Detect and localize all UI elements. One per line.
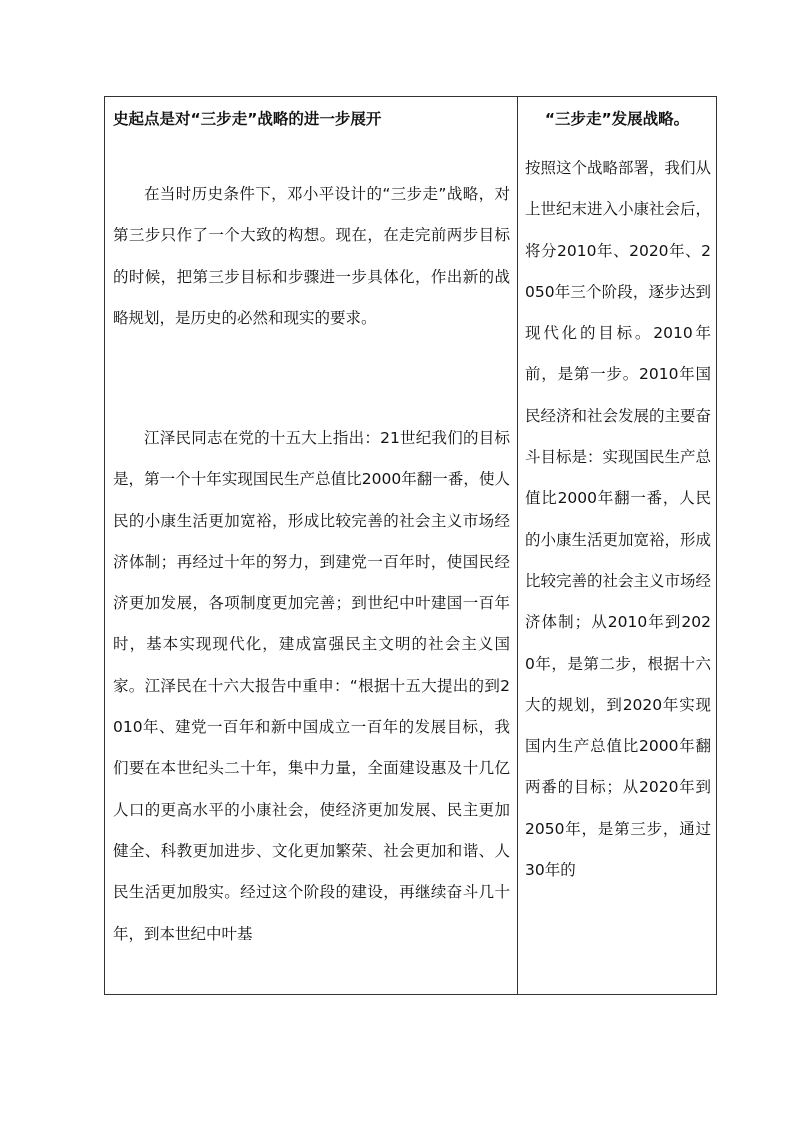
left-heading: 史起点是对“三步走”战略的进一步展开 bbox=[113, 110, 382, 128]
right-column bbox=[518, 97, 716, 994]
left-column bbox=[105, 97, 517, 994]
right-heading: “三步走”发展战略。 bbox=[544, 110, 690, 128]
paragraph-fifteenth-congress: 江泽民同志在党的十五大上指出：21世纪我们的目标是，第一个十年实现国民生产总值比2000年翻一番，使人民的小康生活更加宽裕，形成比较完善的社会主义市场经济体制；再经过十年的努力，到建党一百年时，使国民经济更加发展，各项制度更加完善；到世纪中叶建国一百年时，基本实现现代化，建成富强民主文明的社会主义国家。江泽民在十六大报告中重申：“根据十五大提出的到2010年、建党一百年和新中国成立一百年的发展目标，我们要在本世纪头二十年，集中力量，全面建设惠及十几亿人口的更高水平的小康社会，使经济更加发展、民主更加健全、科教更加进步、文化更加繁荣、社会更加和谐、人民生活更加殷实。经过这个阶段的建设，再继续奋斗几十年，到本世纪中叶基 bbox=[113, 429, 510, 943]
right-body-text: 按照这个战略部署，我们从上世纪末进入小康社会后，将分2010年、2020年、2050年三个阶段，逐步达到现代化的目标。2010年前，是第一步。2010年国民经济和社会发展的主要奋斗目标是：实现国民生产总值比2000年翻一番，人民的小康生活更加宽裕，形成比较完善的社会主义市场经济体制；从2010年到2020年，是第二步，根据十六大的规划，到2020年实现国内生产总值比2000年翻两番的目标；从2020年到2050年，是第三步，通过30年的 bbox=[525, 159, 712, 880]
content-table bbox=[104, 96, 717, 995]
paragraph-historical-conditions: 在当时历史条件下，邓小平设计的“三步走”战略，对第三步只作了一个大致的构想。现在，在走完前两步目标的时候，把第三步目标和步骤进一步具体化，作出新的战略规划，是历史的必然和现实的要求。 bbox=[113, 185, 510, 327]
